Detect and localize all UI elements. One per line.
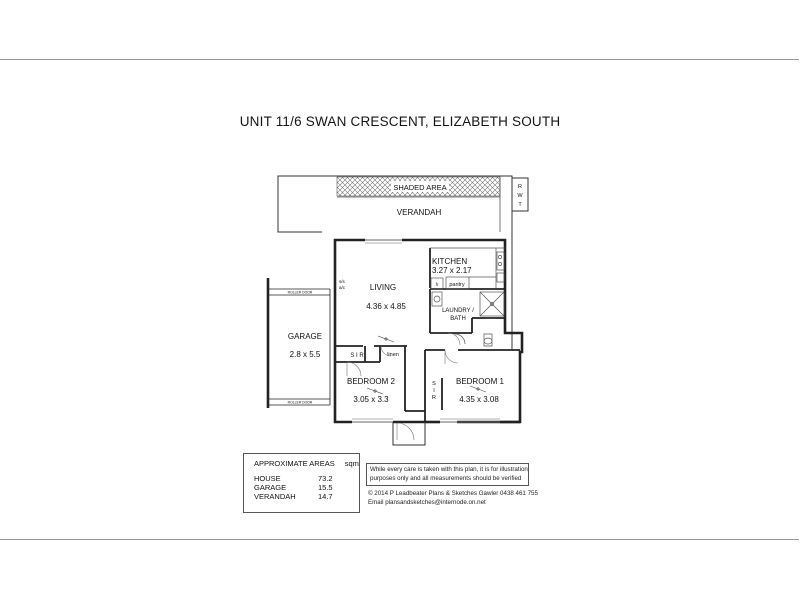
approximate-areas-table <box>243 453 360 513</box>
living-name: LIVING <box>369 283 397 292</box>
copyright-block <box>368 489 538 507</box>
garage-size: 2.8 x 5.5 <box>289 350 321 359</box>
bedroom2-size: 3.05 x 3.3 <box>353 395 389 404</box>
ceiling-fan-icon <box>378 336 394 342</box>
laundry-label-1: LAUNDRY / <box>442 308 474 314</box>
bedroom1-door-swing <box>445 350 458 364</box>
kitchen-size: 3.27 x 2.17 <box>432 266 472 275</box>
rwt-letter-t: T <box>518 202 522 208</box>
rwt-letter-r: R <box>518 184 522 190</box>
areas-row <box>254 492 354 502</box>
laundry-label-2: BATH <box>450 316 466 322</box>
bedroom1-size: 4.35 x 3.08 <box>459 395 499 404</box>
linen-label: linen <box>387 352 399 358</box>
bedroom2-door-swing <box>347 362 361 376</box>
pantry-label: pantry <box>449 282 465 288</box>
areas-row-name: HOUSE <box>254 474 281 483</box>
ceiling-fan-icon <box>367 388 383 394</box>
disclaimer-box <box>366 463 529 486</box>
fridge-label: fr <box>435 282 439 287</box>
front-door-swing <box>397 423 414 440</box>
disclaimer-line-1: While every care is taken with this plan, it is for illustration <box>370 466 528 473</box>
garage-name: GARAGE <box>287 332 323 341</box>
plan-title: UNIT 11/6 SWAN CRESCENT, ELIZABETH SOUTH <box>239 114 561 129</box>
garage-walls <box>268 278 330 408</box>
bedroom1-robe-s: S <box>432 381 436 387</box>
roller-door-bottom: ROLLER DOOR <box>287 400 313 405</box>
bedroom2-name: BEDROOM 2 <box>346 377 396 386</box>
living-size: 4.36 x 4.85 <box>366 302 406 311</box>
kitchen-name: KITCHEN <box>432 257 468 266</box>
split-ac-label-1: s/s <box>339 279 345 284</box>
front-porch <box>393 422 425 445</box>
areas-row-value: 73.2 <box>318 474 333 483</box>
areas-row-value: 15.5 <box>318 483 333 492</box>
bedroom1-robe-i: I <box>433 388 435 394</box>
bedroom1-robe-r: R <box>432 395 436 401</box>
areas-header-title: APPROXIMATE AREAS <box>254 459 335 468</box>
laundry-fixtures <box>432 292 504 346</box>
split-ac-label-2: a/c <box>339 285 346 290</box>
areas-header-unit: sqm <box>344 459 359 468</box>
sir-label: S I R <box>350 353 364 359</box>
areas-header <box>254 459 359 468</box>
ceiling-fan-icon <box>470 386 486 392</box>
areas-row-name: GARAGE <box>254 483 287 492</box>
rwt-letter-w: W <box>517 193 523 199</box>
contact-email: Email plansandsketches@internode.on.net <box>368 499 486 506</box>
disclaimer-line-2: purposes only and all measurements should be verified <box>370 474 522 482</box>
areas-row-value: 14.7 <box>318 492 333 501</box>
copyright-line: © 2014 P Leadbeater Plans & Sketches Gawler 0438 461 755 <box>368 490 538 497</box>
shaded-area-label: SHADED AREA <box>393 183 447 192</box>
areas-row-name: VERANDAH <box>254 492 296 501</box>
bedroom1-name: BEDROOM 1 <box>455 377 505 386</box>
roller-door-top: ROLLER DOOR <box>287 290 313 295</box>
verandah-label: VERANDAH <box>396 208 442 217</box>
